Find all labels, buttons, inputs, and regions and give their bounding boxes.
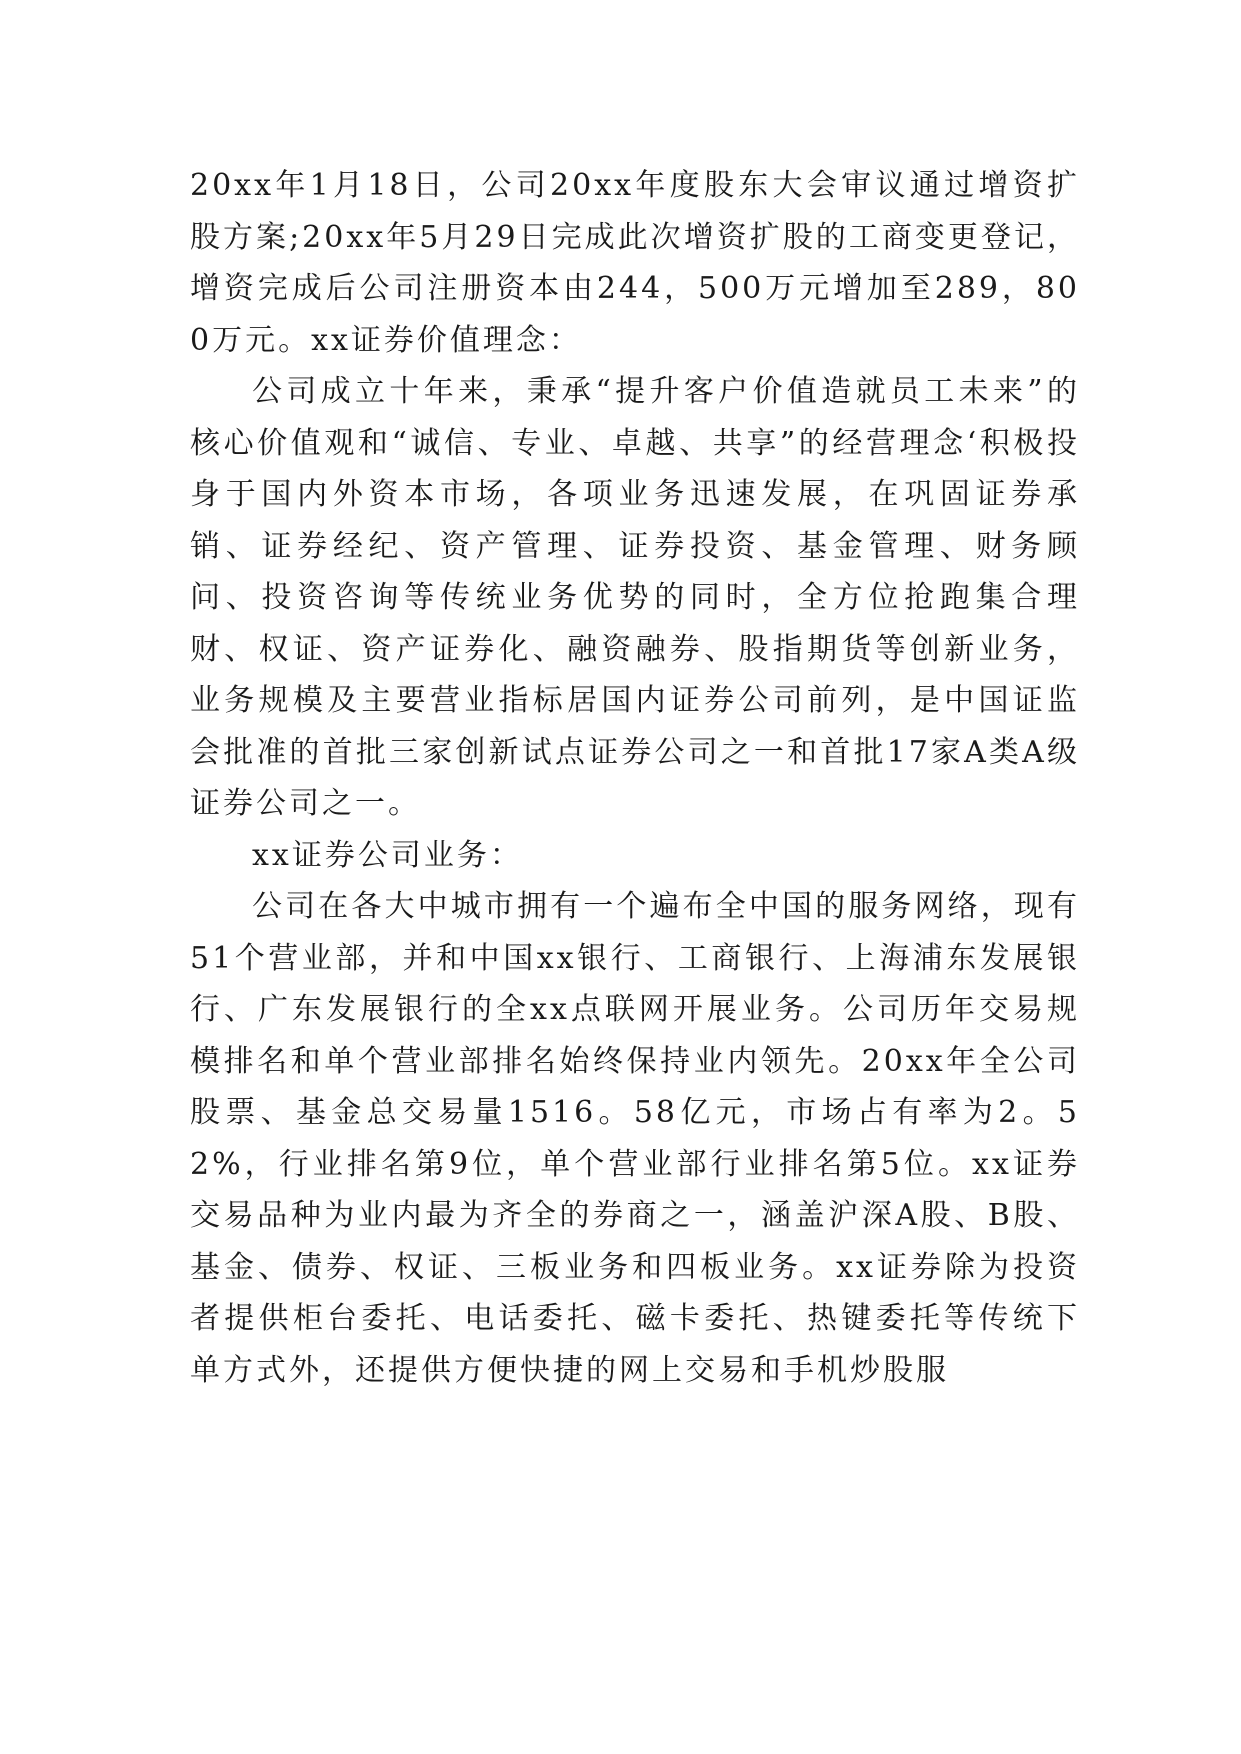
paragraph-capital-increase: 20xx年1月18日，公司20xx年度股东大会审议通过增资扩股方案;20xx年5月29日完成此次增资扩股的工商变更登记，增资完成后公司注册资本由244，500万元增加至289，800万元。xx证券价值理念： <box>190 168 1080 358</box>
paragraph-business-heading: xx证券公司业务： <box>252 837 523 873</box>
paragraph-company-values: 公司成立十年来，秉承“提升客户价值造就员工未来”的核心价值观和“诚信、专业、卓越、共享”的经营理念‘积极投身于国内外资本市场，各项业务迅速发展，在巩固证券承销、证券经纪、资产管理、证券投资、基金管理、财务顾问、投资咨询等传统业务优势的同时，全方位抢跑集合理财、权证、资产证券化、融资融券、股指期货等创新业务，业务规模及主要营业指标居国内证券公司前列，是中国证监会批准的首批三家创新试点证券公司之一和首批17家A类A级证券公司之一。 <box>190 374 1080 821</box>
document-body <box>190 160 1080 1396</box>
paragraph-business-network: 公司在各大中城市拥有一个遍布全中国的服务网络，现有51个营业部，并和中国xx银行、工商银行、上海浦东发展银行、广东发展银行的全xx点联网开展业务。公司历年交易规模排名和单个营业部排名始终保持业内领先。20xx年全公司股票、基金总交易量1516。58亿元，市场占有率为2。52%，行业排名第9位，单个营业部行业排名第5位。xx证券交易品种为业内最为齐全的券商之一，涵盖沪深A股、B股、基金、债券、权证、三板业务和四板业务。xx证券除为投资者提供柜台委托、电话委托、磁卡委托、热键委托等传统下单方式外，还提供方便快捷的网上交易和手机炒股服 <box>190 889 1080 1388</box>
